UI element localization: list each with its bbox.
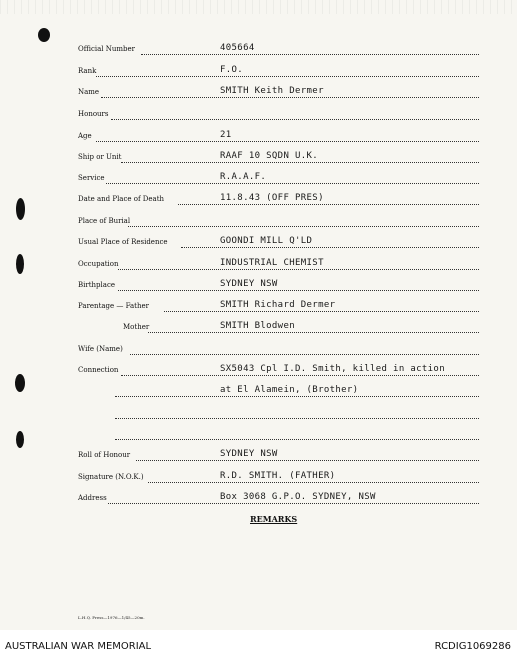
name-row — [0, 86, 517, 104]
service-value: R.A.A.F. — [220, 172, 267, 182]
date-place-death-value: 11.8.43 (OFF PRES) — [220, 193, 324, 203]
age-value: 21 — [220, 130, 232, 140]
official-number-value: 405664 — [220, 43, 255, 53]
honours-label: Honours — [78, 110, 109, 118]
ship-or-unit-value: RAAF 10 SQDN U.K. — [220, 151, 319, 161]
dotted-line — [164, 311, 479, 312]
dotted-line — [178, 204, 479, 205]
usual-residence-value: GOONDI MILL Q'LD — [220, 236, 313, 246]
signature-row — [0, 471, 517, 489]
connection-continuation-row — [0, 428, 517, 446]
honours-row — [0, 108, 517, 126]
form-print-code: L.H.Q. Press—1976—1/45—20m. — [78, 615, 145, 620]
dotted-line — [111, 119, 479, 120]
scan-edge-noise — [0, 0, 517, 14]
birthplace-label: Birthplace — [78, 281, 116, 289]
date-place-death-label: Date and Place of Death — [78, 195, 165, 203]
occupation-label: Occupation — [78, 260, 119, 268]
dotted-line — [96, 76, 479, 77]
occupation-value: INDUSTRIAL CHEMIST — [220, 258, 324, 268]
record-id: RCDIG1069286 — [434, 641, 511, 652]
dotted-line — [115, 396, 479, 397]
service-label: Service — [78, 174, 105, 182]
father-row — [0, 300, 517, 318]
punch-hole-mark — [38, 28, 50, 42]
address-row — [0, 492, 517, 510]
birthplace-value: SYDNEY NSW — [220, 279, 278, 289]
dotted-line — [141, 54, 479, 55]
age-row — [0, 130, 517, 148]
name-label: Name — [78, 88, 100, 96]
connection-continuation-row — [0, 407, 517, 425]
archive-footer — [0, 630, 517, 654]
wife-row — [0, 343, 517, 361]
connection-label: Connection — [78, 366, 119, 374]
dotted-line — [96, 141, 479, 142]
archive-name: AUSTRALIAN WAR MEMORIAL — [5, 641, 152, 652]
service-row — [0, 172, 517, 190]
ship-or-unit-row — [0, 151, 517, 169]
place-of-burial-label: Place of Burial — [78, 217, 131, 225]
dotted-line — [128, 226, 479, 227]
official-number-row — [0, 43, 517, 61]
birthplace-row — [0, 279, 517, 297]
roll-of-honour-value: SYDNEY NSW — [220, 449, 278, 459]
name-value: SMITH Keith Dermer — [220, 86, 324, 96]
dotted-line — [115, 439, 479, 440]
connection-line-1: SX5043 Cpl I.D. Smith, killed in action — [220, 364, 445, 374]
dotted-line — [108, 503, 479, 504]
dotted-line — [115, 418, 479, 419]
dotted-line — [130, 354, 479, 355]
dotted-line — [118, 269, 479, 270]
official-number-label: Official Number — [78, 45, 135, 53]
father-value: SMITH Richard Dermer — [220, 300, 336, 310]
date-place-death-row — [0, 193, 517, 211]
address-label: Address — [78, 494, 107, 502]
usual-residence-label: Usual Place of Residence — [78, 238, 168, 246]
dotted-line — [136, 460, 479, 461]
roll-of-honour-row — [0, 449, 517, 467]
wife-label: Wife (Name) — [78, 345, 123, 353]
remarks-heading: REMARKS — [250, 514, 298, 524]
mother-value: SMITH Blodwen — [220, 321, 295, 331]
place-of-burial-row — [0, 215, 517, 233]
rank-label: Rank — [78, 67, 97, 75]
roll-of-honour-label: Roll of Honour — [78, 451, 131, 459]
dotted-line — [118, 290, 479, 291]
dotted-line — [148, 482, 479, 483]
mother-label: Mother — [123, 323, 150, 331]
rank-value: F.O. — [220, 65, 244, 75]
occupation-row — [0, 258, 517, 276]
dotted-line — [181, 247, 479, 248]
dotted-line — [121, 162, 479, 163]
dotted-line — [121, 375, 479, 376]
dotted-line — [101, 97, 479, 98]
dotted-line — [106, 183, 479, 184]
address-value: Box 3068 G.P.O. SYDNEY, NSW — [220, 492, 376, 502]
connection-line-2: at El Alamein, (Brother) — [220, 385, 359, 395]
rank-row — [0, 65, 517, 83]
ship-or-unit-label: Ship or Unit — [78, 153, 122, 161]
signature-label: Signature (N.O.K.) — [78, 473, 144, 481]
age-label: Age — [78, 132, 92, 140]
connection-continuation-row — [0, 385, 517, 403]
usual-residence-row — [0, 236, 517, 254]
signature-value: R.D. SMITH. (FATHER) — [220, 471, 336, 481]
dotted-line — [148, 332, 479, 333]
mother-row — [0, 321, 517, 339]
father-label: Parentage — Father — [78, 302, 149, 310]
connection-row — [0, 364, 517, 382]
